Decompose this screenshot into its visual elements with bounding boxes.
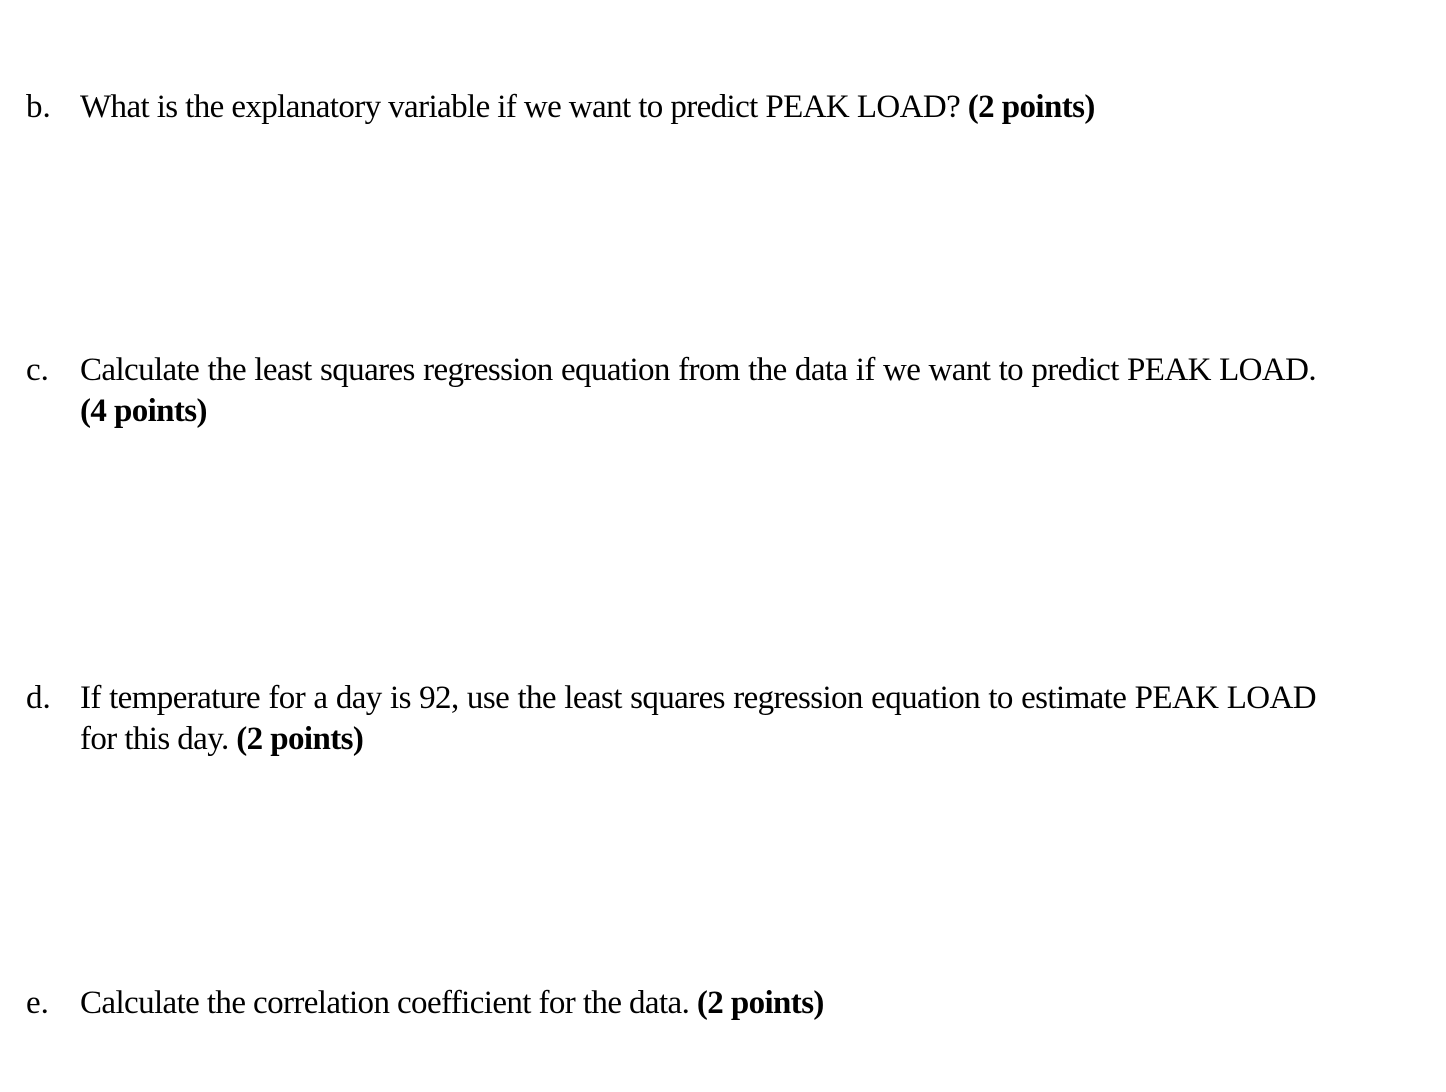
question-label: e. [26, 985, 49, 1021]
question-text [80, 678, 1316, 760]
question-label: b. [26, 89, 51, 125]
points-value: (2 points) [967, 89, 1095, 125]
question-b [26, 87, 1316, 128]
question-text [80, 983, 1316, 1024]
question-c [26, 350, 1316, 432]
points-value: (2 points) [696, 985, 824, 1021]
question-text [80, 87, 1316, 128]
question-prompt: If temperature for a day is 92, use the least squares regression equation to estimate PEAK LOAD for this day. [80, 680, 1316, 757]
points-value: (4 points) [80, 393, 207, 429]
points-value: (2 points) [236, 721, 364, 757]
question-text [80, 350, 1316, 432]
question-prompt: Calculate the correlation coefficient for the data. [80, 985, 690, 1021]
question-label: d. [26, 680, 51, 716]
question-d [26, 678, 1316, 760]
question-e [26, 983, 1316, 1024]
question-label: c. [26, 352, 49, 388]
question-prompt: Calculate the least squares regression equation from the data if we want to predict PEAK LOAD. [80, 352, 1316, 388]
question-prompt: What is the explanatory variable if we want to predict PEAK LOAD? [80, 89, 961, 125]
